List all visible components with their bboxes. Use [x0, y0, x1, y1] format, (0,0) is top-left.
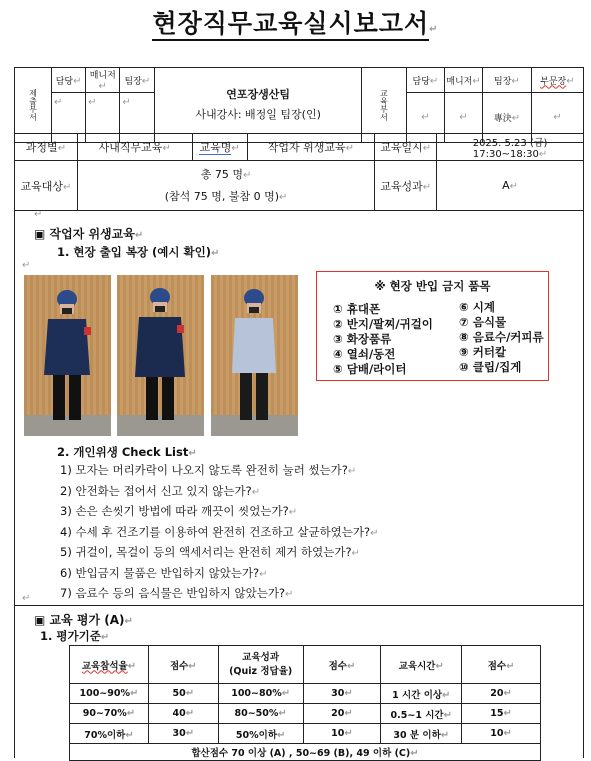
sign-cell: ↵: [406, 93, 444, 143]
section2-heading: ▣ 교육 평가 (A)↵: [34, 613, 133, 627]
prohibited-item: ③ 화장품류: [333, 332, 392, 346]
prohibited-item: ⑦ 음식물: [459, 315, 507, 329]
uniform-photo-front: [24, 275, 111, 436]
prohibited-item: ⑤ 담배/라이터: [333, 362, 407, 376]
eval-cell: 70%이하↵: [70, 724, 149, 744]
eval-cell: 100~80%↵: [218, 684, 303, 704]
eval-cell: 10↵: [462, 724, 541, 744]
prohibited-item: ⑨ 커터칼: [459, 345, 507, 359]
eval-cell: 20↵: [303, 704, 381, 724]
approval-col-staff-r: 담당↵: [406, 68, 444, 93]
approval-col-manager-r: 매니저↵: [444, 68, 482, 93]
approval-center: 연포장생산팀 사내강사: 배정일 팀장(인): [155, 68, 362, 143]
approval-col-manager: 매니저↵: [86, 68, 120, 93]
sign-cell: ↵: [444, 93, 482, 143]
uniform-photo-side: [117, 275, 204, 436]
section1-heading: ▣ 작업자 위생교육↵: [34, 227, 144, 241]
eval-header: 점수↵: [148, 646, 218, 684]
approval-col-division: 부문장↵: [531, 68, 583, 93]
date-value: 2025. 5.23 (금) 17:30~18:30↵: [437, 134, 584, 161]
approval-col-teamlead: 팀장↵: [120, 68, 155, 93]
name-value: 작업자 위생교육↵: [247, 134, 375, 161]
eval-header: 교육참석율↵: [70, 646, 149, 684]
course-value: 사내직무교육↵: [77, 134, 192, 161]
paragraph-mark: ↵: [22, 593, 31, 604]
prohibited-item: ① 휴대폰: [333, 302, 381, 316]
target-label: 교육대상↵: [15, 161, 78, 211]
checklist-item: 3) 손은 손씻기 방법에 따라 깨끗이 씻었는가?↵: [60, 504, 298, 518]
eval-cell: 15↵: [462, 704, 541, 724]
paragraph-mark: ↵: [429, 24, 439, 35]
checklist-item: 1) 모자는 머리카락이 나오지 않도록 완전히 눌러 썼는가?↵: [60, 463, 357, 477]
uniform-photo-shirt: [211, 275, 298, 436]
eval-cell: 10↵: [303, 724, 381, 744]
eval-cell: 50↵: [148, 684, 218, 704]
result-label: 교육성과↵: [375, 161, 437, 211]
prohibited-item: ⑧ 음료수/커피류: [459, 330, 544, 344]
checklist-item: 2) 안전화는 접어서 신고 있지 않는가?↵: [60, 483, 261, 498]
sign-cell: ↵: [86, 93, 120, 143]
target-value: 총 75 명↵ (참석 75 명, 불참 0 명)↵: [77, 161, 374, 211]
table-row: [70, 724, 541, 744]
course-label: 과정별↵: [15, 134, 78, 161]
checklist-item: 4) 수세 후 건조기를 이용하여 완전히 건조하고 살균하였는가?↵: [60, 524, 379, 539]
sign-stamp-cell: 專決↵: [483, 93, 532, 143]
sign-cell: ↵: [531, 93, 583, 143]
eval-cell: 90~70%↵: [70, 704, 149, 724]
eval-cell: 30↵: [303, 684, 381, 704]
table-row: [70, 684, 541, 704]
edu-dept-label: 교육부서: [361, 68, 406, 143]
checklist-item: 6) 반입금지 물품은 반입하지 않았는가?↵: [60, 565, 268, 580]
table-row: [70, 704, 541, 724]
eval-cell: 40↵: [148, 704, 218, 724]
prohibited-item: ⑩ 클립/집게: [459, 360, 522, 374]
eval-header: 점수↵: [303, 646, 381, 684]
prohibited-item: ⑥ 시계: [459, 300, 495, 314]
eval-footer: 합산점수 70 이상 (A) , 50~69 (B), 49 이하 (C)↵: [70, 744, 541, 761]
prohibited-items-box: [316, 271, 549, 381]
submit-dept-label: 제출부서: [15, 68, 52, 143]
eval-cell: 30↵: [148, 724, 218, 744]
approval-col-teamlead-r: 팀장↵: [483, 68, 532, 93]
name-label: 교육명↵: [192, 134, 247, 161]
paragraph-mark: ↵: [34, 209, 43, 220]
eval-cell: 100~90%↵: [70, 684, 149, 704]
checklist: [60, 461, 379, 605]
section1-sub1: 1. 현장 출입 복장 (예시 확인)↵: [57, 245, 220, 259]
prohibited-item: ④ 열쇠/동전: [333, 347, 396, 361]
sign-cell: ↵: [52, 93, 86, 143]
prohibited-item: ② 반지/팔찌/귀걸이: [333, 317, 433, 331]
eval-cell: 0.5~1 시간↵: [381, 704, 462, 724]
section-divider: [14, 605, 584, 606]
eval-cell: 1 시간 이상↵: [381, 684, 462, 704]
section1-sub2: 2. 개인위생 Check List↵: [57, 445, 197, 459]
checklist-item: 5) 귀걸이, 목걸이 등의 액세서리는 완전히 제거 하였는가?↵: [60, 545, 360, 559]
eval-header: 교육성과 (Quiz 정답율): [218, 646, 303, 684]
eval-cell: 30 분 이하↵: [381, 724, 462, 744]
document-title: 현장직무교육실시보고서↵: [0, 4, 591, 40]
info-table: [14, 133, 584, 211]
eval-cell: 50%이하↵: [218, 724, 303, 744]
evaluation-criteria-table: [69, 645, 541, 761]
eval-header: 점수↵: [462, 646, 541, 684]
paragraph-mark: ↵: [22, 260, 31, 271]
approval-table: [14, 67, 584, 143]
sign-cell: ↵: [120, 93, 155, 143]
approval-col-staff: 담당↵: [52, 68, 86, 93]
result-value: A↵: [437, 161, 584, 211]
prohibited-items-title: ※ 현장 반입 금지 품목: [374, 279, 491, 293]
eval-cell: 20↵: [462, 684, 541, 704]
section2-sub1: 1. 평가기준↵: [40, 629, 110, 643]
checklist-item: 7) 음료수 등의 음식물은 반입하지 않았는가?↵: [60, 586, 294, 600]
eval-header: 교육시간↵: [381, 646, 462, 684]
date-label: 교육일시↵: [375, 134, 437, 161]
eval-cell: 80~50%↵: [218, 704, 303, 724]
